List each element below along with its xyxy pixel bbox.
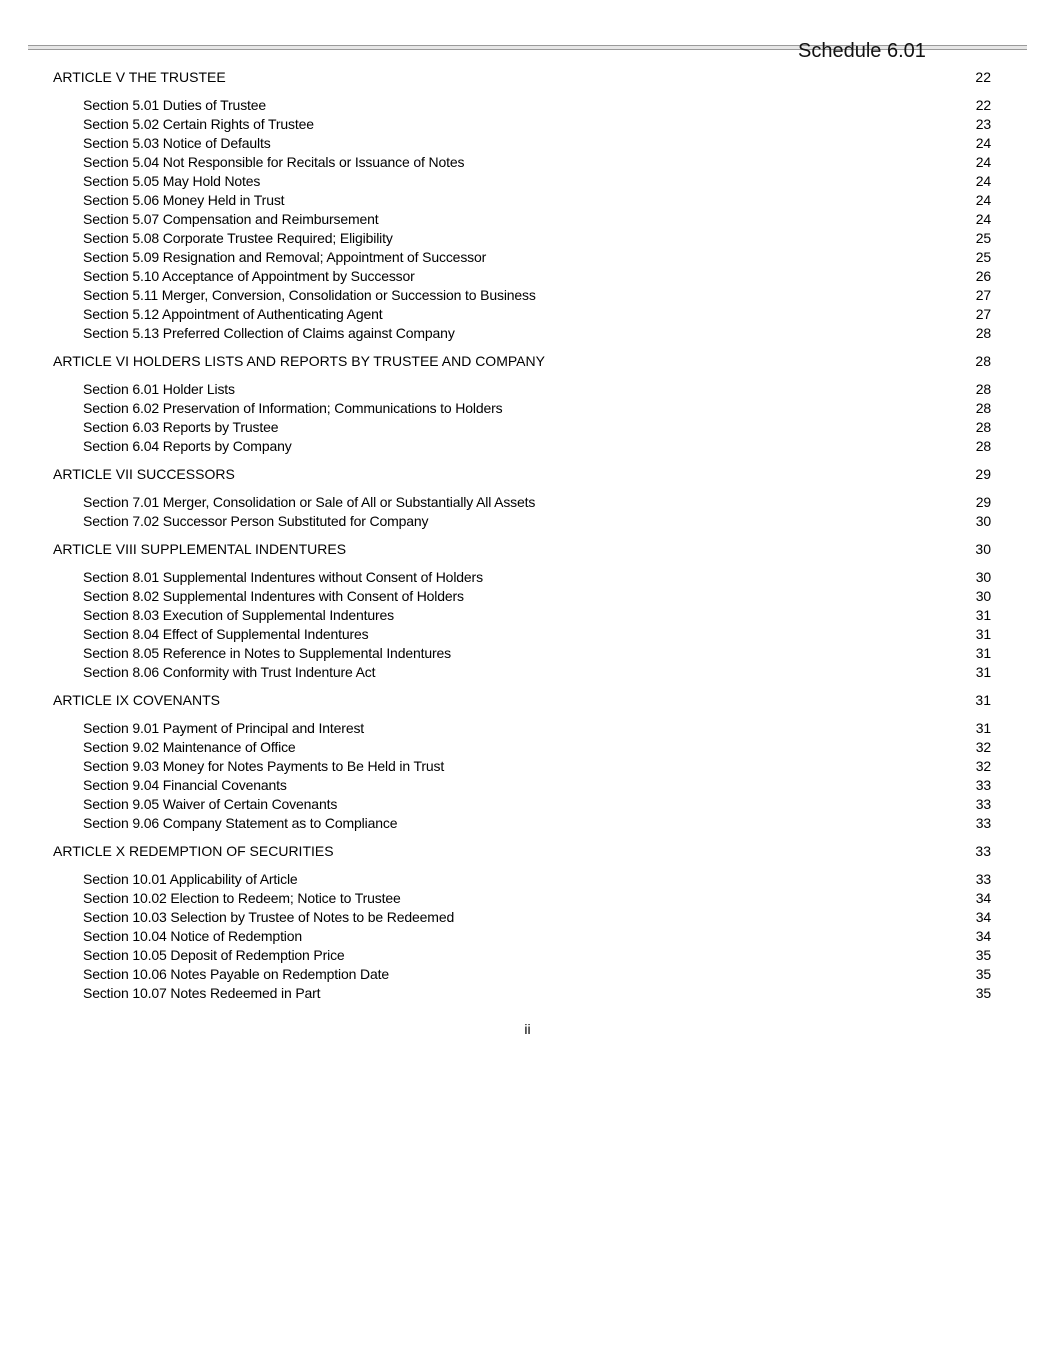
toc-section-entry — [53, 644, 991, 663]
section-title: Section 5.13 Preferred Collection of Claims against Company — [83, 325, 455, 341]
toc-section-entry — [53, 965, 991, 984]
section-page-number: 25 — [975, 230, 991, 246]
article-page-number: 29 — [975, 466, 991, 482]
section-title: Section 6.03 Reports by Trustee — [83, 419, 279, 435]
section-title: Section 10.01 Applicability of Article — [83, 871, 298, 887]
toc-section-entry — [53, 493, 991, 512]
section-page-number: 34 — [975, 909, 991, 925]
toc-section-entry — [53, 587, 991, 606]
article-title: ARTICLE VII SUCCESSORS — [53, 466, 235, 482]
section-page-number: 25 — [975, 249, 991, 265]
section-page-number: 24 — [975, 154, 991, 170]
section-page-number: 23 — [975, 116, 991, 132]
section-page-number: 28 — [975, 381, 991, 397]
section-title: Section 5.10 Acceptance of Appointment by Successor — [83, 268, 415, 284]
toc-section-entry — [53, 286, 991, 305]
section-title: Section 5.08 Corporate Trustee Required; Eligibility — [83, 230, 393, 246]
section-page-number: 29 — [975, 494, 991, 510]
schedule-label: Schedule 6.01 — [798, 40, 926, 62]
section-page-number: 24 — [975, 173, 991, 189]
section-page-number: 27 — [975, 306, 991, 322]
section-title: Section 5.01 Duties of Trustee — [83, 97, 267, 113]
table-of-contents — [53, 68, 991, 1003]
article-page-number: 31 — [975, 692, 991, 708]
toc-section-entry — [53, 380, 991, 399]
section-page-number: 33 — [975, 815, 991, 831]
section-title: Section 10.06 Notes Payable on Redemption Date — [83, 966, 389, 982]
section-page-number: 31 — [975, 664, 991, 680]
toc-section-entry — [53, 889, 991, 908]
section-title: Section 5.09 Resignation and Removal; Appointment of Successor — [83, 249, 487, 265]
toc-section-entry — [53, 267, 991, 286]
section-title: Section 5.07 Compensation and Reimbursement — [83, 211, 379, 227]
toc-section-entry — [53, 795, 991, 814]
article-title: ARTICLE V THE TRUSTEE — [53, 69, 226, 85]
section-title: Section 9.06 Company Statement as to Compliance — [83, 815, 398, 831]
section-page-number: 24 — [975, 135, 991, 151]
section-page-number: 31 — [975, 626, 991, 642]
section-page-number: 34 — [975, 890, 991, 906]
toc-article-entry — [53, 691, 991, 710]
section-title: Section 6.04 Reports by Company — [83, 438, 292, 454]
toc-section-entry — [53, 324, 991, 343]
toc-article-entry — [53, 842, 991, 861]
section-title: Section 8.04 Effect of Supplemental Indentures — [83, 626, 369, 642]
toc-section-entry — [53, 153, 991, 172]
section-title: Section 10.03 Selection by Trustee of Notes to be Redeemed — [83, 909, 455, 925]
section-title: Section 10.02 Election to Redeem; Notice to Trustee — [83, 890, 401, 906]
toc-section-entry — [53, 984, 991, 1003]
section-title: Section 5.11 Merger, Conversion, Consolidation or Succession to Business — [83, 287, 536, 303]
section-page-number: 35 — [975, 947, 991, 963]
section-page-number: 24 — [975, 192, 991, 208]
section-title: Section 5.05 May Hold Notes — [83, 173, 261, 189]
toc-section-entry — [53, 418, 991, 437]
section-page-number: 31 — [975, 607, 991, 623]
article-title: ARTICLE VIII SUPPLEMENTAL INDENTURES — [53, 541, 347, 557]
section-title: Section 6.02 Preservation of Information; Communications to Holders — [83, 400, 503, 416]
section-title: Section 5.03 Notice of Defaults — [83, 135, 271, 151]
toc-article-entry — [53, 352, 991, 371]
toc-section-entry — [53, 134, 991, 153]
toc-section-entry — [53, 719, 991, 738]
section-title: Section 8.03 Execution of Supplemental Indentures — [83, 607, 394, 623]
section-page-number: 22 — [975, 97, 991, 113]
section-page-number: 35 — [975, 985, 991, 1001]
toc-section-entry — [53, 776, 991, 795]
toc-section-entry — [53, 606, 991, 625]
section-page-number: 32 — [975, 739, 991, 755]
section-page-number: 31 — [975, 645, 991, 661]
article-page-number: 22 — [975, 69, 991, 85]
section-title: Section 5.12 Appointment of Authenticating Agent — [83, 306, 383, 322]
toc-section-entry — [53, 305, 991, 324]
section-title: Section 5.02 Certain Rights of Trustee — [83, 116, 314, 132]
toc-section-entry — [53, 625, 991, 644]
toc-section-entry — [53, 927, 991, 946]
page-number: ii — [524, 1021, 531, 1037]
toc-section-entry — [53, 946, 991, 965]
section-page-number: 24 — [975, 211, 991, 227]
article-title: ARTICLE IX COVENANTS — [53, 692, 221, 708]
article-title: ARTICLE VI HOLDERS LISTS AND REPORTS BY TRUSTEE AND COMPANY — [53, 353, 545, 369]
section-page-number: 27 — [975, 287, 991, 303]
section-title: Section 8.06 Conformity with Trust Indenture Act — [83, 664, 376, 680]
toc-article-entry — [53, 68, 991, 87]
toc-section-entry — [53, 512, 991, 531]
section-page-number: 28 — [975, 400, 991, 416]
article-title: ARTICLE X REDEMPTION OF SECURITIES — [53, 843, 334, 859]
toc-section-entry — [53, 757, 991, 776]
toc-section-entry — [53, 908, 991, 927]
section-title: Section 8.02 Supplemental Indentures with Consent of Holders — [83, 588, 464, 604]
section-title: Section 5.06 Money Held in Trust — [83, 192, 285, 208]
toc-section-entry — [53, 814, 991, 833]
toc-section-entry — [53, 399, 991, 418]
toc-section-entry — [53, 172, 991, 191]
section-title: Section 8.01 Supplemental Indentures without Consent of Holders — [83, 569, 483, 585]
section-page-number: 30 — [975, 588, 991, 604]
section-page-number: 28 — [975, 438, 991, 454]
section-title: Section 9.04 Financial Covenants — [83, 777, 287, 793]
toc-article-entry — [53, 540, 991, 559]
section-page-number: 31 — [975, 720, 991, 736]
toc-section-entry — [53, 248, 991, 267]
toc-section-entry — [53, 568, 991, 587]
toc-section-entry — [53, 663, 991, 682]
article-page-number: 28 — [975, 353, 991, 369]
section-page-number: 34 — [975, 928, 991, 944]
toc-section-entry — [53, 210, 991, 229]
section-title: Section 6.01 Holder Lists — [83, 381, 235, 397]
toc-section-entry — [53, 229, 991, 248]
section-title: Section 7.02 Successor Person Substituted for Company — [83, 513, 429, 529]
section-page-number: 33 — [975, 796, 991, 812]
section-title: Section 9.05 Waiver of Certain Covenants — [83, 796, 338, 812]
section-title: Section 7.01 Merger, Consolidation or Sale of All or Substantially All Assets — [83, 494, 536, 510]
section-page-number: 28 — [975, 419, 991, 435]
toc-section-entry — [53, 437, 991, 456]
section-page-number: 26 — [975, 268, 991, 284]
section-title: Section 9.02 Maintenance of Office — [83, 739, 296, 755]
section-page-number: 28 — [975, 325, 991, 341]
toc-section-entry — [53, 738, 991, 757]
toc-section-entry — [53, 191, 991, 210]
section-title: Section 10.07 Notes Redeemed in Part — [83, 985, 321, 1001]
article-page-number: 33 — [975, 843, 991, 859]
section-title: Section 9.01 Payment of Principal and Interest — [83, 720, 365, 736]
section-title: Section 5.04 Not Responsible for Recitals or Issuance of Notes — [83, 154, 465, 170]
section-page-number: 35 — [975, 966, 991, 982]
section-page-number: 30 — [975, 513, 991, 529]
toc-article-entry — [53, 465, 991, 484]
section-title: Section 8.05 Reference in Notes to Supplemental Indentures — [83, 645, 451, 661]
toc-section-entry — [53, 870, 991, 889]
toc-section-entry — [53, 115, 991, 134]
section-page-number: 33 — [975, 871, 991, 887]
article-page-number: 30 — [975, 541, 991, 557]
section-page-number: 33 — [975, 777, 991, 793]
toc-section-entry — [53, 96, 991, 115]
section-title: Section 10.04 Notice of Redemption — [83, 928, 303, 944]
section-title: Section 9.03 Money for Notes Payments to Be Held in Trust — [83, 758, 445, 774]
section-page-number: 30 — [975, 569, 991, 585]
section-title: Section 10.05 Deposit of Redemption Price — [83, 947, 345, 963]
section-page-number: 32 — [975, 758, 991, 774]
